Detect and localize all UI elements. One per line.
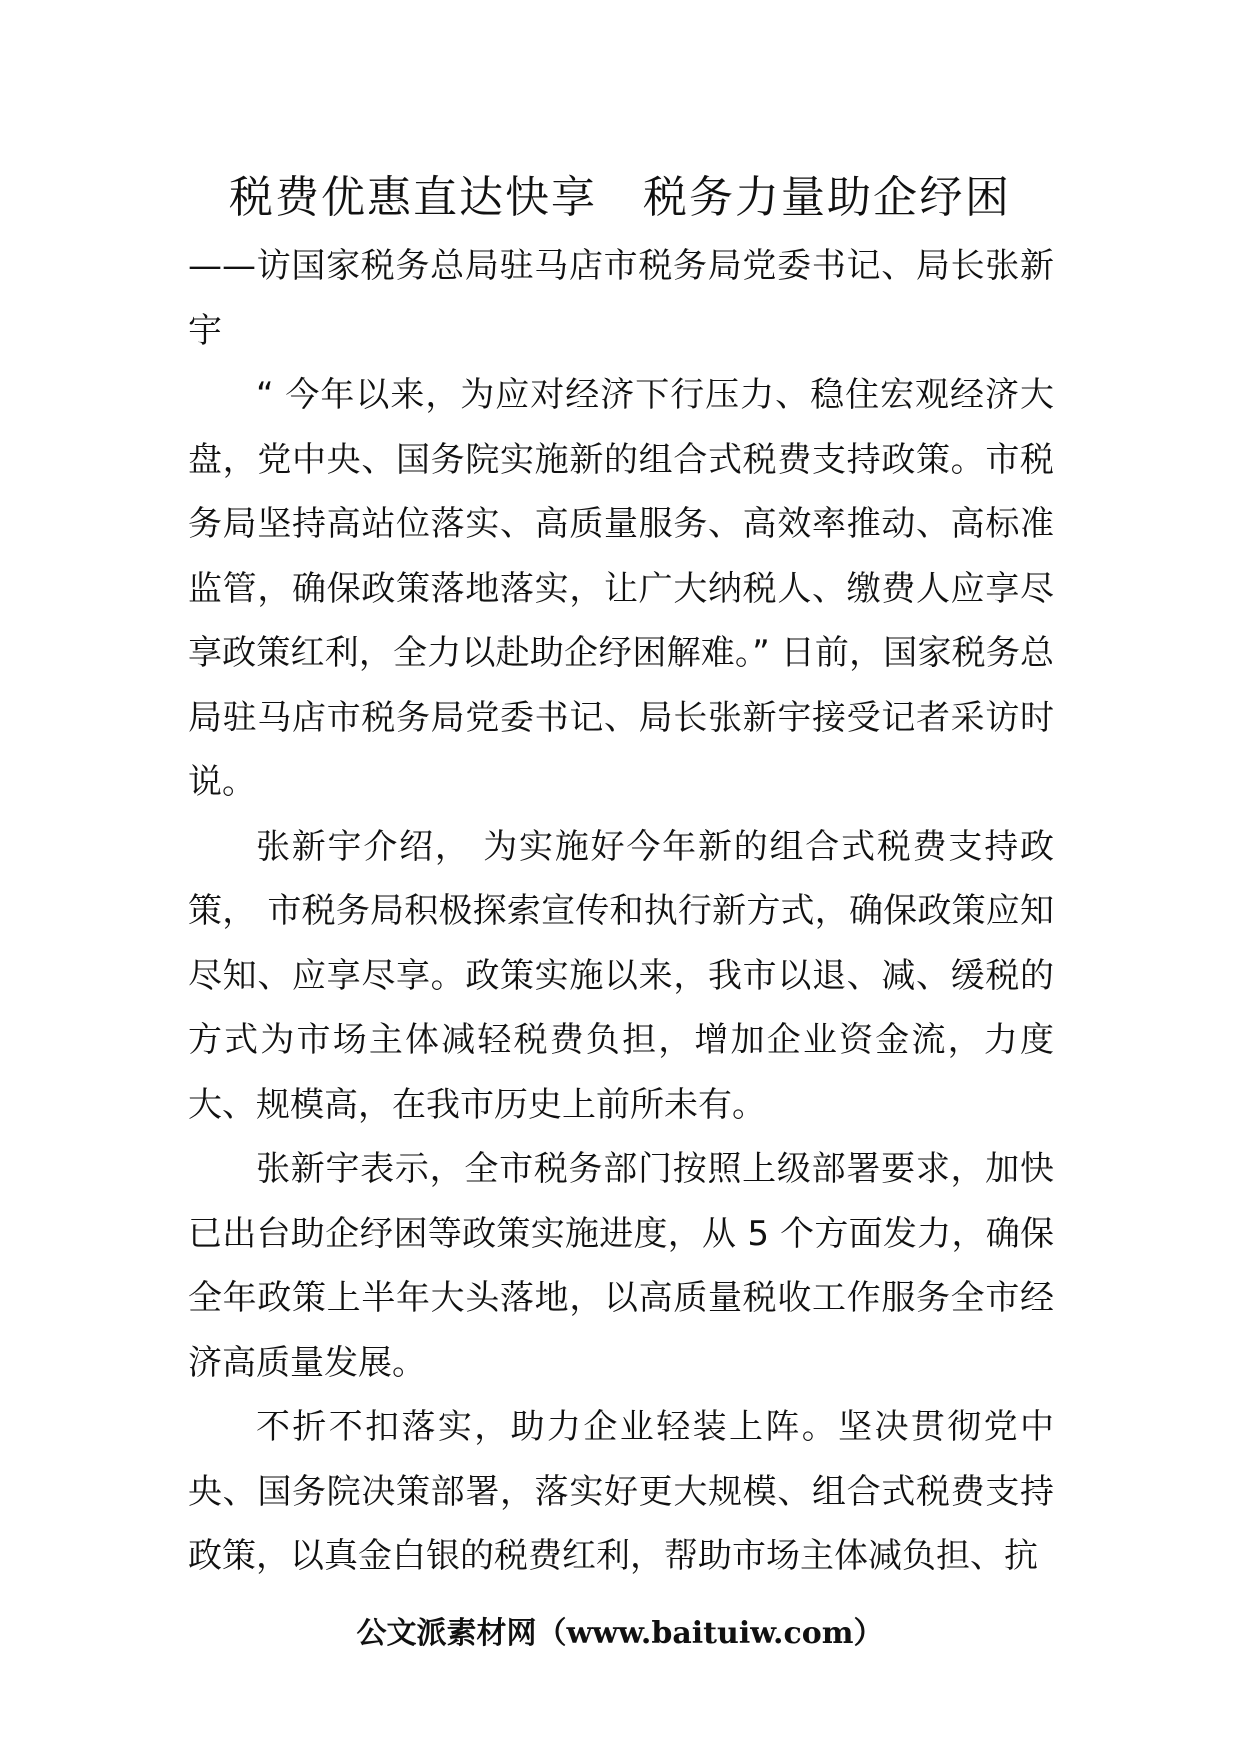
article-title: 税费优惠直达快享 税务力量助企纾困 <box>229 172 1011 223</box>
paragraph-2: 张新宇介绍， 为实施好今年新的组合式税费支持政策， 市税务局积极探索宣传和执行新方式，确保政策应知尽知、应享尽享。政策实施以来，我市以退、减、缓税的方式为市场主体减轻税费负担，增加企业资金流，力度大、规模高，在我市历史上前所未有。 <box>188 826 1054 1125</box>
paragraph-1: “ 今年以来，为应对经济下行压力、稳住宏观经济大盘，党中央、国务院实施新的组合式税费支持政策。市税务局坚持高站位落实、高质量服务、高效率推动、高标准监管，确保政策落地落实，让广大纳税人、缴费人应享尽享政策红利，全力以赴助企纾困解难。” 日前，国家税务总局驻马店市税务局党委书记、局长张新宇接受记者采访时说。 <box>188 375 1054 802</box>
article-subtitle: ——访国家税务总局驻马店市税务局党委书记、局长张新宇 <box>188 246 1054 351</box>
footer-watermark: 公文派素材网（www.baituiw.com） <box>356 1616 884 1651</box>
paragraph-3: 张新宇表示，全市税务部门按照上级部署要求，加快已出台助企纾困等政策实施进度，从 5 个方面发力，确保全年政策上半年大头落地，以高质量税收工作服务全市经济高质量发展。 <box>188 1149 1054 1383</box>
paragraph-4: 不折不扣落实，助力企业轻装上阵。坚决贯彻党中央、国务院决策部署，落实好更大规模、组合式税费支持政策，以真金白银的税费红利，帮助市场主体减负担、抗 <box>188 1407 1054 1576</box>
article-body <box>188 234 1054 1589</box>
